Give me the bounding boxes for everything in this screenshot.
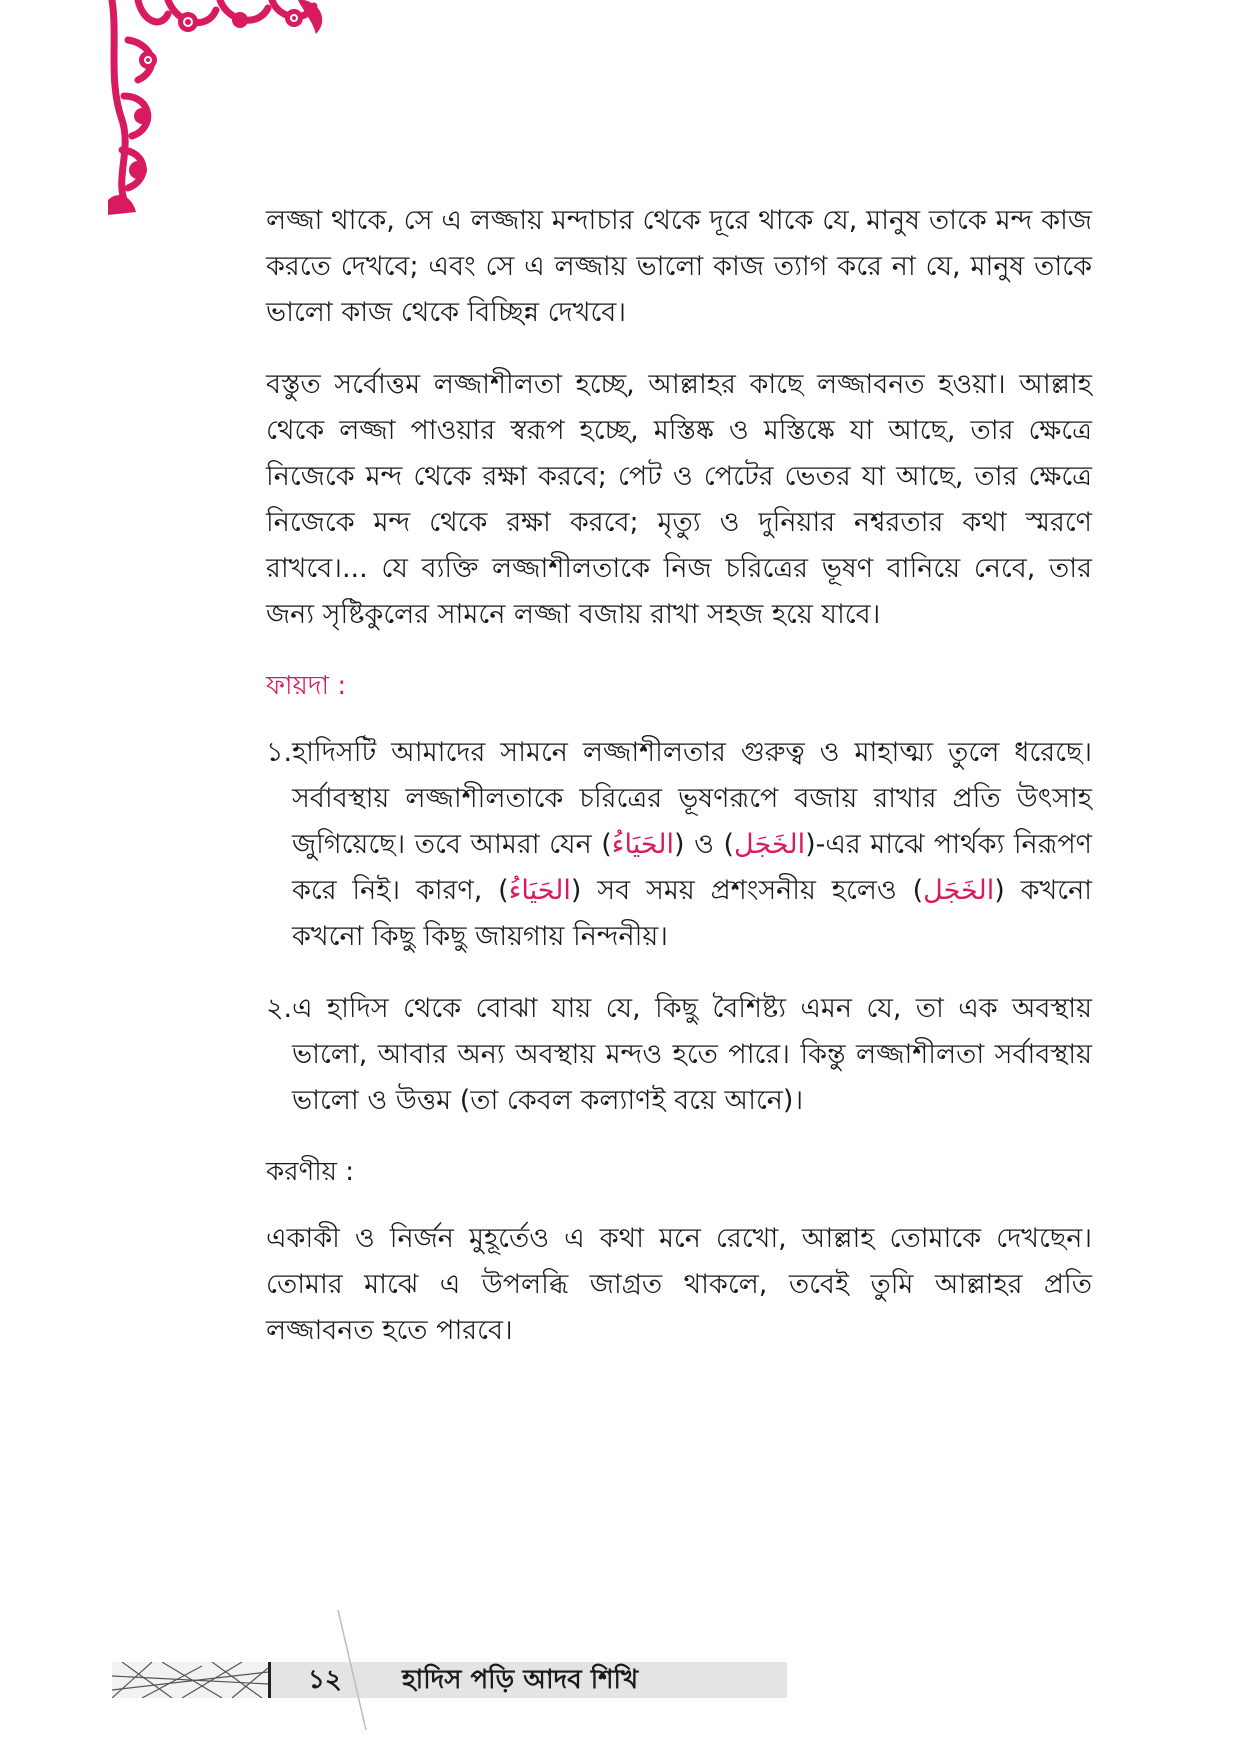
- paragraph-2: বস্তুত সর্বোত্তম লজ্জাশীলতা হচ্ছে, আল্লাহর কাছে লজ্জাবনত হওয়া। আল্লাহ থেকে লজ্জা পাওয়ার স্বরূপ হচ্ছে, মস্তিষ্ক ও মস্তিষ্কে যা আছে, তার ক্ষেত্রে নিজেকে মন্দ থেকে রক্ষা করবে; পেট ও পেটের ভেতর যা আছে, তার ক্ষেত্রে নিজেকে মন্দ থেকে রক্ষা করবে; মৃত্যু ও দুনিয়ার নশ্বরতার কথা স্মরণে রাখবে।... যে ব্যক্তি লজ্জাশীলতাকে নিজ চরিত্রের ভূষণ বানিয়ে নেবে, তার জন্য সৃষ্টিকুলের সামনে লজ্জা বজায় রাখা সহজ হয়ে যাবে।: [266, 369, 1092, 630]
- item-text-part: )-এর মাঝে পার্থক্য নিরূপণ করে নিই। কারণ, (: [292, 829, 1092, 906]
- item-text: [292, 730, 1092, 960]
- fayda-heading: ফায়দা :: [266, 671, 347, 701]
- item-number: ২.: [266, 993, 293, 1024]
- fayda-item-1: [266, 730, 1092, 960]
- fayda-item-2: [266, 986, 1092, 1124]
- page-number: ১২: [308, 1665, 342, 1695]
- floral-corner-ornament-icon: [108, 0, 328, 215]
- item-text-part: ) কখনো কখনো কিছু কিছু জায়গায় নিন্দনীয়।: [292, 875, 1093, 952]
- item-text: এ হাদিস থেকে বোঝা যায় যে, কিছু বৈশিষ্ট্য এমন যে, তা এক অবস্থায় ভালো, আবার অন্য অবস্থায় মন্দও হতে পারে। কিন্তু লজ্জাশীলতা সর্বাবস্থায় ভালো ও উত্তম (তা কেবল কল্যাণই বয়ে আনে)।: [292, 993, 1092, 1116]
- main-content: [266, 198, 1092, 1380]
- arabic-term: الخَجَل: [923, 875, 995, 906]
- item-text-part: হাদিসটি আমাদের সামনে লজ্জাশীলতার গুরুত্ব ও মাহাত্ম্য তুলে ধরেছে। সর্বাবস্থায় লজ্জাশীলতাকে চরিত্রের ভূষণরূপে বজায় রাখার প্রতি উৎসাহ জুগিয়েছে। তবে আমরা যেন (: [292, 737, 1092, 860]
- page-footer: [112, 1662, 672, 1698]
- arabic-term: الحَيَاءُ: [508, 875, 571, 906]
- karaniya-paragraph: একাকী ও নির্জন মুহূর্তেও এ কথা মনে রেখো, আল্লাহ তোমাকে দেখছেন। তোমার মাঝে এ উপলব্ধি জাগ্রত থাকলে, তবেই তুমি আল্লাহর প্রতি লজ্জাবনত হতে পারবে।: [266, 1223, 1092, 1346]
- karaniya-heading: করণীয় :: [266, 1157, 354, 1187]
- book-title: হাদিস পড়ি আদব শিখি: [402, 1665, 639, 1695]
- arabic-term: الخَجَل: [734, 829, 806, 860]
- footer-diagonal-line: [330, 1610, 370, 1730]
- item-text-part: ) ও (: [674, 829, 735, 860]
- arabic-term: الحَيَاءُ: [611, 829, 675, 860]
- item-number: ১.: [266, 737, 293, 768]
- paragraph-1: লজ্জা থাকে, সে এ লজ্জায় মন্দাচার থেকে দূরে থাকে যে, মানুষ তাকে মন্দ কাজ করতে দেখবে; এবং সে এ লজ্জায় ভালো কাজ ত্যাগ করে না যে, মানুষ তাকে ভালো কাজ থেকে বিচ্ছিন্ন দেখবে।: [266, 205, 1092, 328]
- item-text-part: ) সব সময় প্রশংসনীয় হলেও (: [570, 875, 924, 906]
- geometric-lines-decoration-icon: [112, 1662, 268, 1698]
